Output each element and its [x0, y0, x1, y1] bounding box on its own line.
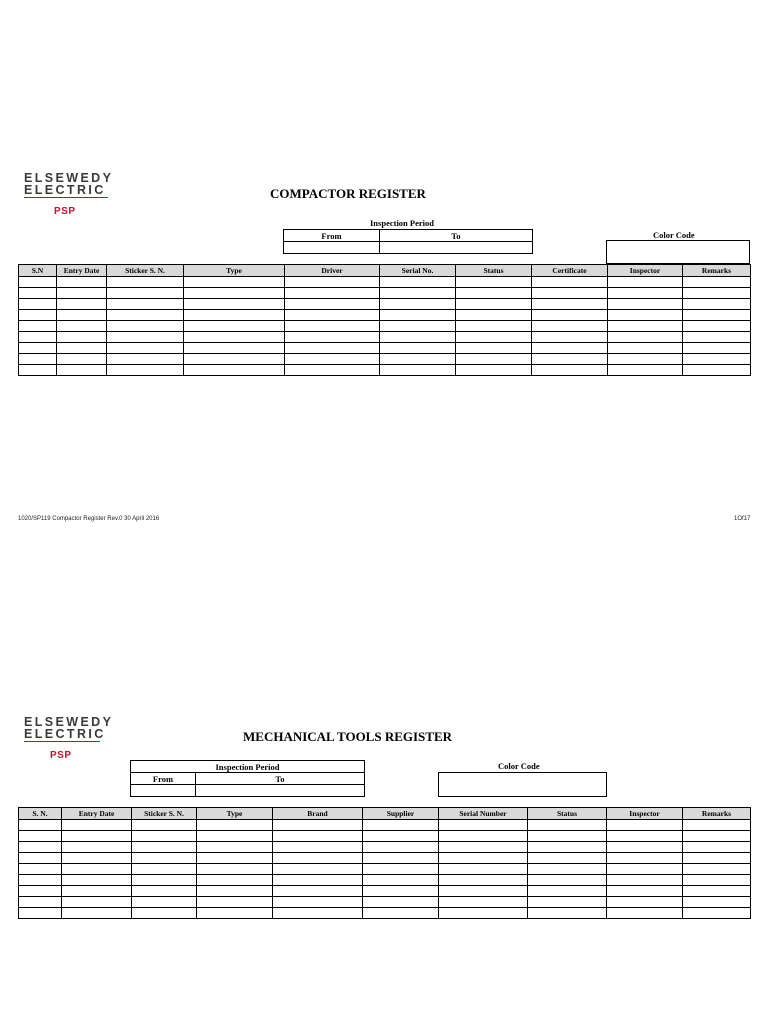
col-sn: S. N. [19, 808, 62, 820]
table-cell[interactable] [184, 354, 285, 365]
col-entry-date: Entry Date [62, 808, 132, 820]
table-cell[interactable] [197, 875, 273, 886]
table-cell[interactable] [19, 343, 57, 354]
table-cell[interactable] [456, 354, 532, 365]
table-cell[interactable] [380, 354, 456, 365]
table-cell[interactable] [273, 842, 363, 853]
table-cell[interactable] [184, 277, 285, 288]
table-cell[interactable] [608, 365, 683, 376]
table-cell[interactable] [608, 299, 683, 310]
table-cell[interactable] [184, 288, 285, 299]
table-cell[interactable] [528, 831, 607, 842]
to-value-field[interactable] [380, 242, 533, 254]
table-cell[interactable] [197, 908, 273, 919]
footer-page-number: 1Of17 [734, 516, 751, 522]
inspection-period-table [283, 229, 533, 254]
table-row [19, 332, 751, 343]
table-cell[interactable] [363, 820, 439, 831]
table-cell[interactable] [607, 831, 683, 842]
table-cell[interactable] [380, 343, 456, 354]
table-cell[interactable] [439, 842, 528, 853]
table-cell[interactable] [683, 886, 751, 897]
table-cell[interactable] [683, 897, 751, 908]
table-cell[interactable] [285, 343, 380, 354]
table-cell[interactable] [273, 831, 363, 842]
logo-word-electric: ELECTRIC [24, 727, 106, 741]
table-cell[interactable] [456, 343, 532, 354]
table-cell[interactable] [380, 365, 456, 376]
table-cell[interactable] [607, 875, 683, 886]
table-cell[interactable] [132, 875, 197, 886]
table-cell[interactable] [19, 332, 57, 343]
table-cell[interactable] [456, 365, 532, 376]
table-cell[interactable] [683, 332, 751, 343]
table-row [19, 831, 751, 842]
table-cell[interactable] [532, 321, 608, 332]
table-cell[interactable] [285, 321, 380, 332]
table-cell[interactable] [363, 831, 439, 842]
table-cell[interactable] [107, 321, 184, 332]
table-cell[interactable] [607, 908, 683, 919]
table-cell[interactable] [132, 853, 197, 864]
table-row [19, 908, 751, 919]
table-cell[interactable] [62, 886, 132, 897]
col-status: Status [528, 808, 607, 820]
table-cell[interactable] [19, 831, 62, 842]
table-cell[interactable] [363, 875, 439, 886]
table-cell[interactable] [132, 842, 197, 853]
table-cell[interactable] [456, 299, 532, 310]
table-cell[interactable] [363, 842, 439, 853]
table-cell[interactable] [285, 332, 380, 343]
table-cell[interactable] [285, 365, 380, 376]
table-cell[interactable] [285, 354, 380, 365]
color-code-label: Color Code [653, 230, 695, 240]
col-serial-no: Serial No. [380, 265, 456, 277]
table-cell[interactable] [285, 288, 380, 299]
table-header-row [19, 808, 751, 820]
footer-document-ref: 1020/SP119 Compactor Register Rev.0 30 April 2016 [18, 516, 160, 522]
col-sn: S.N [19, 265, 57, 277]
col-driver: Driver [285, 265, 380, 277]
col-inspector: Inspector [608, 265, 683, 277]
table-cell[interactable] [683, 820, 751, 831]
table-cell[interactable] [532, 277, 608, 288]
table-cell[interactable] [363, 864, 439, 875]
table-cell[interactable] [57, 343, 107, 354]
from-value-field[interactable] [284, 242, 380, 254]
table-cell[interactable] [608, 288, 683, 299]
table-cell[interactable] [683, 908, 751, 919]
logo-psp: PSP [54, 206, 76, 217]
table-cell[interactable] [607, 897, 683, 908]
from-label: From [284, 230, 380, 242]
table-cell[interactable] [57, 332, 107, 343]
table-cell[interactable] [439, 853, 528, 864]
table-row [19, 820, 751, 831]
table-cell[interactable] [197, 897, 273, 908]
table-cell[interactable] [57, 310, 107, 321]
table-cell[interactable] [132, 820, 197, 831]
table-cell[interactable] [197, 853, 273, 864]
table-cell[interactable] [528, 853, 607, 864]
table-cell[interactable] [62, 897, 132, 908]
logo-word-elsewedy: ELSEWEDY [24, 171, 114, 185]
table-cell[interactable] [184, 332, 285, 343]
table-cell[interactable] [107, 354, 184, 365]
table-cell[interactable] [273, 853, 363, 864]
table-cell[interactable] [528, 842, 607, 853]
table-cell[interactable] [439, 831, 528, 842]
col-sticker-sn: Sticker S. N. [107, 265, 184, 277]
table-cell[interactable] [528, 897, 607, 908]
page-title: MECHANICAL TOOLS REGISTER [243, 729, 453, 744]
table-cell[interactable] [19, 908, 62, 919]
table-cell[interactable] [456, 310, 532, 321]
table-cell[interactable] [19, 365, 57, 376]
col-entry-date: Entry Date [57, 265, 107, 277]
table-cell[interactable] [107, 365, 184, 376]
table-cell[interactable] [456, 277, 532, 288]
table-cell[interactable] [19, 875, 62, 886]
table-cell[interactable] [19, 842, 62, 853]
table-row [19, 365, 751, 376]
table-cell[interactable] [57, 321, 107, 332]
inspection-period-table [130, 760, 365, 797]
table-cell[interactable] [62, 853, 132, 864]
col-sticker-sn: Sticker S. N. [132, 808, 197, 820]
table-row [19, 288, 751, 299]
table-cell[interactable] [363, 853, 439, 864]
table-cell[interactable] [532, 365, 608, 376]
table-cell[interactable] [608, 321, 683, 332]
table-cell[interactable] [57, 365, 107, 376]
table-cell[interactable] [439, 864, 528, 875]
table-cell[interactable] [62, 820, 132, 831]
table-cell[interactable] [19, 886, 62, 897]
table-cell[interactable] [197, 886, 273, 897]
table-cell[interactable] [197, 864, 273, 875]
table-cell[interactable] [285, 310, 380, 321]
table-row [19, 299, 751, 310]
table-cell[interactable] [285, 277, 380, 288]
table-cell[interactable] [528, 820, 607, 831]
table-cell[interactable] [607, 864, 683, 875]
col-supplier: Supplier [363, 808, 439, 820]
table-cell[interactable] [273, 875, 363, 886]
table-cell[interactable] [273, 897, 363, 908]
table-cell[interactable] [62, 864, 132, 875]
table-cell[interactable] [197, 842, 273, 853]
table-cell[interactable] [19, 321, 57, 332]
table-cell[interactable] [439, 908, 528, 919]
table-row [19, 842, 751, 853]
company-logo [24, 715, 114, 761]
table-cell[interactable] [19, 820, 62, 831]
table-cell[interactable] [132, 831, 197, 842]
color-code-box[interactable] [606, 240, 750, 264]
table-cell[interactable] [380, 310, 456, 321]
table-cell[interactable] [528, 875, 607, 886]
table-cell[interactable] [132, 864, 197, 875]
table-cell[interactable] [439, 886, 528, 897]
col-certificate: Certificate [532, 265, 608, 277]
table-cell[interactable] [107, 310, 184, 321]
table-cell[interactable] [607, 842, 683, 853]
table-cell[interactable] [532, 332, 608, 343]
col-remarks: Remarks [683, 265, 751, 277]
table-cell[interactable] [184, 343, 285, 354]
table-cell[interactable] [380, 288, 456, 299]
compactor-register-table [18, 264, 751, 376]
table-cell[interactable] [608, 354, 683, 365]
table-cell[interactable] [184, 365, 285, 376]
table-cell[interactable] [57, 299, 107, 310]
table-cell[interactable] [439, 875, 528, 886]
table-cell[interactable] [132, 897, 197, 908]
table-cell[interactable] [608, 332, 683, 343]
table-cell[interactable] [107, 299, 184, 310]
table-cell[interactable] [607, 853, 683, 864]
table-cell[interactable] [607, 820, 683, 831]
from-value-field[interactable] [131, 785, 196, 797]
table-cell[interactable] [57, 354, 107, 365]
table-cell[interactable] [532, 310, 608, 321]
col-type: Type [197, 808, 273, 820]
table-cell[interactable] [528, 864, 607, 875]
table-cell[interactable] [184, 310, 285, 321]
table-cell[interactable] [19, 897, 62, 908]
table-cell[interactable] [273, 864, 363, 875]
table-cell[interactable] [683, 864, 751, 875]
table-cell[interactable] [273, 908, 363, 919]
table-cell[interactable] [363, 897, 439, 908]
table-cell[interactable] [184, 299, 285, 310]
col-brand: Brand [273, 808, 363, 820]
mechanical-tools-register-table [18, 807, 751, 919]
color-code-label: Color Code [498, 761, 540, 771]
table-cell[interactable] [528, 886, 607, 897]
table-cell[interactable] [608, 310, 683, 321]
table-cell[interactable] [456, 288, 532, 299]
table-cell[interactable] [683, 277, 751, 288]
table-cell[interactable] [19, 354, 57, 365]
col-serial-number: Serial Number [439, 808, 528, 820]
col-status: Status [456, 265, 532, 277]
logo-word-elsewedy: ELSEWEDY [24, 715, 114, 729]
logo-red-bar [24, 741, 100, 742]
table-cell[interactable] [532, 343, 608, 354]
company-logo [24, 171, 114, 217]
table-row [19, 354, 751, 365]
to-label: To [380, 230, 533, 242]
table-cell[interactable] [197, 820, 273, 831]
table-cell[interactable] [683, 875, 751, 886]
table-row [19, 875, 751, 886]
table-cell[interactable] [532, 288, 608, 299]
table-cell[interactable] [62, 842, 132, 853]
page-title: COMPACTOR REGISTER [270, 186, 426, 201]
table-cell[interactable] [273, 886, 363, 897]
table-cell[interactable] [528, 908, 607, 919]
table-cell[interactable] [683, 853, 751, 864]
table-cell[interactable] [184, 321, 285, 332]
table-cell[interactable] [107, 343, 184, 354]
table-cell[interactable] [439, 897, 528, 908]
table-cell[interactable] [683, 343, 751, 354]
table-cell[interactable] [683, 842, 751, 853]
table-cell[interactable] [607, 886, 683, 897]
table-cell[interactable] [273, 820, 363, 831]
table-cell[interactable] [380, 321, 456, 332]
table-cell[interactable] [107, 332, 184, 343]
to-label: To [196, 773, 365, 785]
logo-red-bar [24, 197, 108, 198]
table-cell[interactable] [683, 310, 751, 321]
inspection-period-label: Inspection Period [131, 761, 365, 773]
table-cell[interactable] [57, 288, 107, 299]
table-row [19, 853, 751, 864]
table-row [19, 277, 751, 288]
inspection-period-label: Inspection Period [370, 218, 434, 228]
table-cell[interactable] [683, 288, 751, 299]
table-cell[interactable] [456, 332, 532, 343]
table-cell[interactable] [19, 288, 57, 299]
table-cell[interactable] [62, 875, 132, 886]
table-row [19, 343, 751, 354]
to-value-field[interactable] [196, 785, 365, 797]
table-cell[interactable] [363, 908, 439, 919]
table-cell[interactable] [683, 354, 751, 365]
table-cell[interactable] [380, 277, 456, 288]
table-cell[interactable] [132, 908, 197, 919]
table-cell[interactable] [380, 299, 456, 310]
color-code-box[interactable] [438, 772, 607, 797]
table-cell[interactable] [532, 354, 608, 365]
table-header-row [19, 265, 751, 277]
table-cell[interactable] [456, 321, 532, 332]
table-cell[interactable] [57, 277, 107, 288]
col-inspector: Inspector [607, 808, 683, 820]
table-cell[interactable] [380, 332, 456, 343]
table-cell[interactable] [532, 299, 608, 310]
table-cell[interactable] [132, 886, 197, 897]
table-cell[interactable] [608, 343, 683, 354]
table-cell[interactable] [683, 831, 751, 842]
logo-word-electric: ELECTRIC [24, 183, 106, 197]
table-cell[interactable] [19, 853, 62, 864]
table-cell[interactable] [439, 820, 528, 831]
table-cell[interactable] [62, 908, 132, 919]
table-row [19, 864, 751, 875]
table-cell[interactable] [19, 299, 57, 310]
table-cell[interactable] [19, 310, 57, 321]
table-cell[interactable] [608, 277, 683, 288]
table-cell[interactable] [107, 288, 184, 299]
table-cell[interactable] [19, 864, 62, 875]
table-cell[interactable] [107, 277, 184, 288]
table-row [19, 321, 751, 332]
col-remarks: Remarks [683, 808, 751, 820]
table-cell[interactable] [62, 831, 132, 842]
col-type: Type [184, 265, 285, 277]
table-cell[interactable] [363, 886, 439, 897]
table-cell[interactable] [683, 299, 751, 310]
table-cell[interactable] [285, 299, 380, 310]
logo-psp: PSP [50, 750, 72, 761]
table-cell[interactable] [197, 831, 273, 842]
table-row [19, 886, 751, 897]
table-row [19, 310, 751, 321]
table-cell[interactable] [683, 365, 751, 376]
table-cell[interactable] [683, 321, 751, 332]
table-cell[interactable] [19, 277, 57, 288]
table-row [19, 897, 751, 908]
from-label: From [131, 773, 196, 785]
